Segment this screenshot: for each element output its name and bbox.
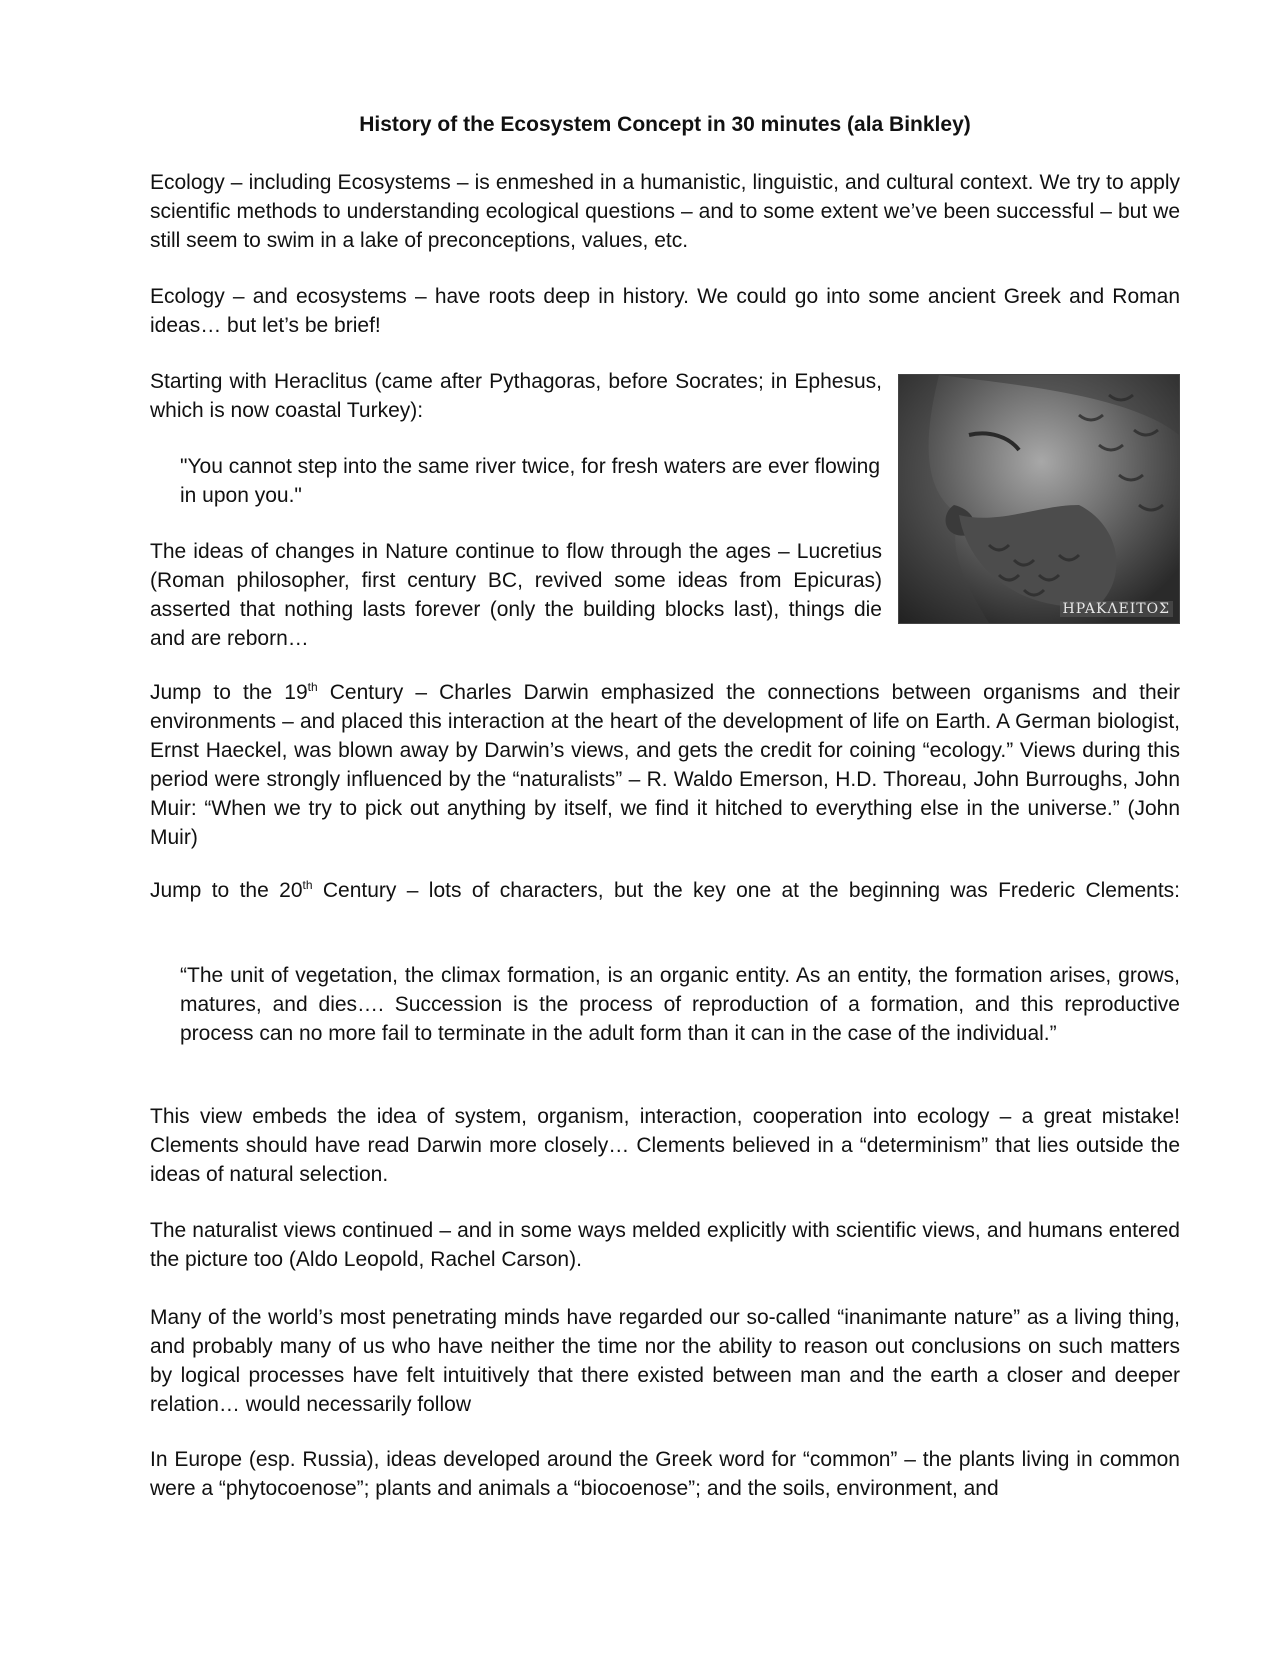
paragraph-lucretius: The ideas of changes in Nature continue to flow through the ages – Lucretius (Roman philosopher, first century BC, revived some ideas from Epicuras) asserted that nothing lasts forever (only the building blocks last), things die and are reborn… [150, 540, 882, 650]
bust-caption: HPAKΛEITOΣ [1060, 601, 1174, 617]
heraclitus-bust-image [898, 374, 1180, 624]
paragraph-naturalists: The naturalist views continued – and in some ways melded explicitly with scientific views, and humans entered the picture too (Aldo Leopold, Rachel Carson). [150, 1219, 1180, 1271]
quote-clements: “The unit of vegetation, the climax formation, is an organic entity. As an entity, the formation arises, grows, matures, and dies…. Succession is the process of reproduction of a formation, and this reproductive process can no more fail to terminate in the adult form than it can in the case of the individual.” [180, 964, 1180, 1045]
paragraph-europe: In Europe (esp. Russia), ideas developed around the Greek word for “common” – the plants living in common were a “phytocoenose”; plants and animals a “biocoenose”; and the soils, environment, and [150, 1448, 1180, 1500]
paragraph-intro: Ecology – including Ecosystems – is enmeshed in a humanistic, linguistic, and cultural context. We try to apply scientific methods to understanding ecological questions – and to some extent we’ve been successful – but we still seem to swim in a lake of preconceptions, values, etc. [150, 171, 1180, 252]
quote-heraclitus: "You cannot step into the same river twice, for fresh waters are ever flowing in upon you." [180, 455, 881, 507]
paragraph-19th-post: Century – Charles Darwin emphasized the connections between organisms and their environments – and placed this interaction at the heart of the development of life on Earth. A German biologist, Ernst Haeckel, was blown away by Darwin’s views, and gets the credit for coining “ecology.” Views during this period were strongly influenced by the “naturalists” – R. Waldo Emerson, H.D. Thoreau, John Burroughs, John Muir: “When we try to pick out anything by itself, we find it hitched to everything else in the universe.” (John Muir) [150, 681, 1181, 849]
ordinal-suffix: th [307, 680, 318, 694]
paragraph-clements-critique: This view embeds the idea of system, organism, interaction, cooperation into ecology – a great mistake! Clements should have read Darwin more closely… Clements believed in a “determinism” that lies outside the ideas of natural selection. [150, 1105, 1180, 1186]
paragraph-heraclitus: Starting with Heraclitus (came after Pythagoras, before Socrates; in Ephesus, which is now coastal Turkey): [150, 370, 882, 422]
paragraph-19th-pre: Jump to the 19 [150, 681, 308, 704]
paragraph-20th-pre: Jump to the 20 [150, 879, 303, 902]
paragraph-20th-century [150, 876, 1180, 905]
paragraph-20th-post: Century – lots of characters, but the key one at the beginning was Frederic Clements: [312, 879, 1180, 902]
paragraph-penetrating-minds: Many of the world’s most penetrating minds have regarded our so-called “inanimante nature” as a living thing, and probably many of us who have neither the time nor the ability to reason out conclusions on such matters by logical processes have felt intuitively that there existed between man and the earth a closer and deeper relation… would necessarily follow [150, 1306, 1180, 1416]
paragraph-19th-century [150, 678, 1180, 852]
bust-illustration [899, 375, 1179, 623]
document-title: History of the Ecosystem Concept in 30 minutes (ala Binkley) [359, 113, 971, 136]
paragraph-roots: Ecology – and ecosystems – have roots deep in history. We could go into some ancient Greek and Roman ideas… but let’s be brief! [150, 285, 1180, 337]
ordinal-suffix: th [302, 878, 313, 892]
